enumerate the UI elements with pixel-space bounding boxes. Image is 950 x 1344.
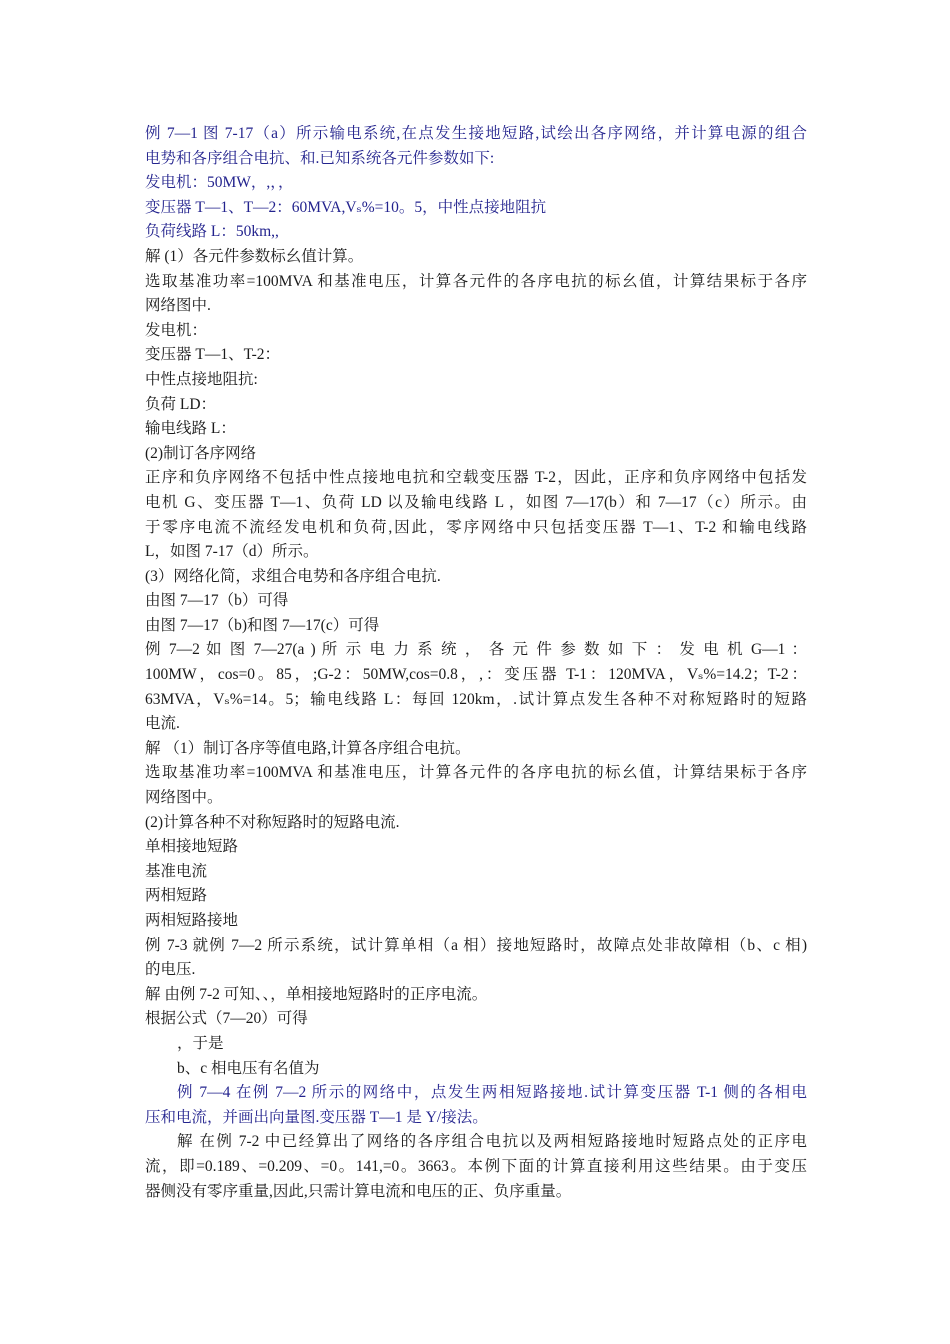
text-line: 例 7—1 图 7-17（a）所示输电系统,在点发生接地短路,试绘出各序网络，并计算电源的组合: [145, 125, 807, 142]
text-line: 发电机：: [145, 321, 208, 339]
text-line: 电势和各序组合电抗、和.已知系统各元件参数如下:: [145, 149, 495, 167]
text-line: 两相短路: [145, 887, 208, 905]
text-line: 网络图中.: [145, 297, 211, 315]
text-line: 电机 G、变压器 T—1、负荷 LD 以及输电线路 L ，如图 7—17(b）和 7—17（c）所示。由: [145, 493, 807, 511]
text-line: 选取基准功率=100MVA 和基准电压，计算各元件的各序电抗的标幺值，计算结果标于各序: [145, 272, 807, 290]
text-line: 63MVA，Vₛ%=14。5；输电线路 L：每回 120km，.试计算点发生各种不对称短路时的短路: [145, 690, 807, 708]
text-line: 由图 7—17（b）可得: [145, 592, 289, 610]
text-line: 流，即=0.189、=0.209、=0。141,=0。3663。本例下面的计算直接利用这些结果。由于变压: [145, 1157, 807, 1175]
text-line: 中性点接地阻抗:: [145, 370, 258, 388]
text-line: 例 7—4 在例 7—2 所示的网络中，点发生两相短路接地.试计算变压器 T-1 侧的各相电: [177, 1084, 807, 1102]
text-line: 变压器 T—1、T-2：: [145, 346, 281, 364]
text-line: 负荷线路 L：50km,,: [145, 223, 279, 241]
text-line: 解 在例 7-2 中已经算出了网络的各序组合电抗以及两相短路接地时短路点处的正序电: [177, 1133, 807, 1151]
text-line: ，于是: [177, 1034, 224, 1052]
text-line: 100MW，cos=0。85，;G-2：50MW,cos=0.8，,：变压器 T-1：120MVA，Vₛ%=14.2；T-2：: [145, 666, 807, 684]
text-line: 的电压.: [145, 961, 196, 979]
text-line: 电流.: [145, 715, 180, 733]
text-line: 于零序电流不流经发电机和负荷,因此，零序网络中只包括变压器 T—1、T-2 和输电线路: [145, 518, 807, 536]
text-line: 例 7—2 如 图 7—27(a ) 所 示 电 力 系 统 ， 各 元 件 参 数 如 下 ： 发 电 机 G—1 ：: [145, 641, 807, 659]
text-line: 正序和负序网络不包括中性点接地电抗和空载变压器 T-2，因此，正序和负序网络中包括发: [145, 469, 807, 487]
text-line: L，如图 7-17（d）所示。: [145, 543, 319, 561]
text-line: 由图 7—17（b)和图 7—17(c）可得: [145, 616, 380, 634]
text-line: 变压器 T—1、T—2：60MVA,Vₛ%=10。5，中性点接地阻抗: [145, 198, 547, 216]
text-line: 例 7-3 就例 7—2 所示系统，试计算单相（a 相）接地短路时，故障点处非故障相（b、c 相): [145, 936, 807, 954]
text-line: 根据公式（7—20）可得: [145, 1010, 308, 1028]
text-line: 负荷 LD：: [145, 395, 217, 413]
document-page: [145, 122, 807, 1204]
text-line: 输电线路 L：: [145, 420, 236, 438]
text-line: (2)计算各种不对称短路时的短路电流.: [145, 813, 400, 831]
text-line: 解 由例 7-2 可知、、，单相接地短路时的正序电流。: [145, 985, 488, 1003]
text-line: 网络图中。: [145, 789, 223, 807]
text-line: 压和电流，并画出向量图.变压器 T—1 是 Y/接法。: [145, 1108, 488, 1126]
text-line: 单相接地短路: [145, 838, 239, 856]
text-line: 解 （1）制订各序等值电路,计算各序组合电抗。: [145, 739, 471, 757]
text-line: 器侧没有零序重量,因此,只需计算电流和电压的正、负序重量。: [145, 1182, 572, 1200]
text-line: b、c 相电压有名值为: [177, 1059, 320, 1077]
text-line: (3）网络化简，求组合电势和各序组合电抗.: [145, 567, 441, 585]
text-line: 基准电流: [145, 862, 208, 880]
text-line: 两相短路接地: [145, 912, 239, 929]
text-line: (2)制订各序网络: [145, 444, 257, 462]
text-line: 解 (1）各元件参数标幺值计算。: [145, 247, 364, 265]
text-line: 选取基准功率=100MVA 和基准电压，计算各元件的各序电抗的标幺值，计算结果标于各序: [145, 764, 807, 782]
text-line: 发电机：50MW，,，，: [145, 174, 294, 192]
